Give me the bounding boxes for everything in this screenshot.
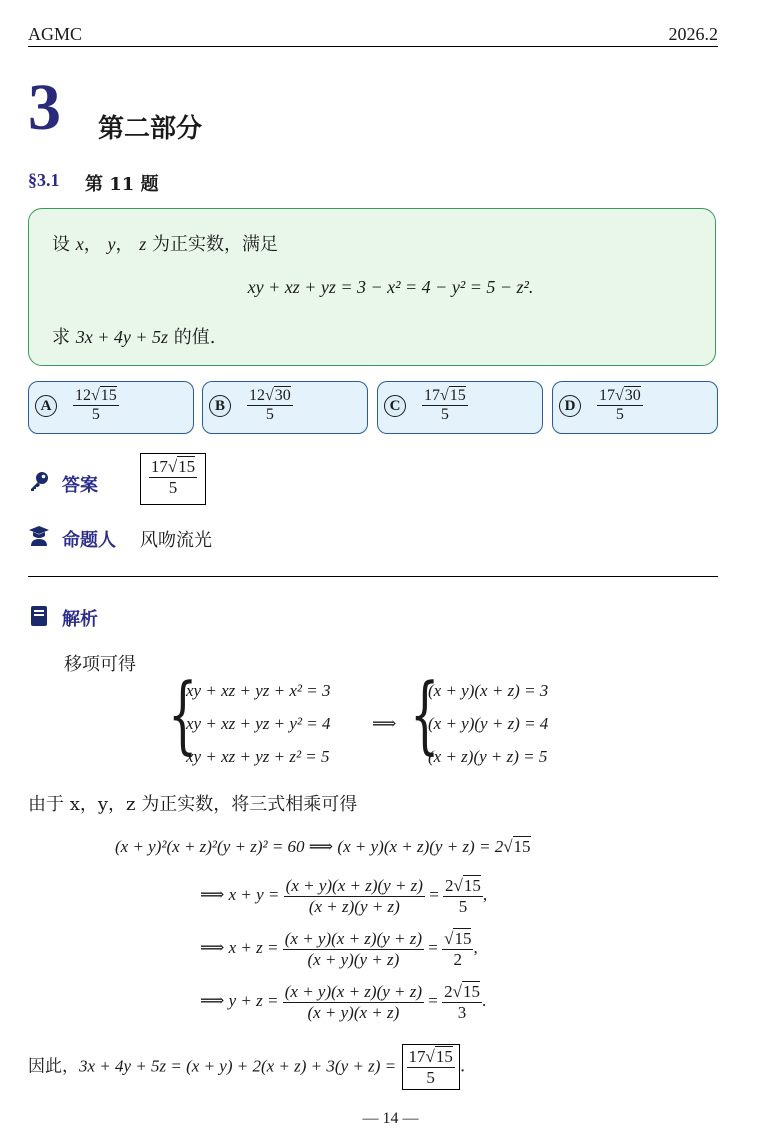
derive-1-coef: 2 bbox=[445, 876, 454, 895]
derive-1-num: (x + y)(x + z)(y + z) bbox=[285, 876, 423, 895]
section-number: §3.1 bbox=[28, 170, 60, 190]
answer-label: 答案 bbox=[62, 475, 98, 496]
system-right-3: (x + z)(y + z) = 5 bbox=[428, 747, 548, 766]
solution-label: 解析 bbox=[62, 609, 98, 630]
choice-c-value: $\frac{17√15}{5}$ bbox=[424, 387, 466, 424]
derive-1-rad: 15 bbox=[463, 876, 481, 895]
product-eq-text: (x + y)²(x + z)²(y + z)² = 60 ⟹ (x + y)(x + z)(y + z) = 2 bbox=[115, 837, 504, 856]
conclusion-expr: 3x + 4y + 5z = (x + y) + 2(x + z) + 3(y + z) = bbox=[79, 1056, 397, 1076]
derive-3-num: (x + y)(x + z)(y + z) bbox=[284, 982, 423, 1001]
header-left: AGMC bbox=[28, 24, 83, 44]
solution-step2: 由于 x，y，z 为正实数，将三式相乘可得 bbox=[28, 794, 358, 815]
solution-step1: 移项可得 bbox=[64, 654, 136, 675]
choice-d[interactable] bbox=[552, 381, 718, 434]
derive-3-frac bbox=[283, 982, 424, 1022]
ask-expr: 3x + 4y + 5z bbox=[75, 327, 169, 347]
problem-intro-prefix: 设 bbox=[52, 234, 70, 255]
derive-2-rden: 2 bbox=[453, 949, 463, 969]
choice-a-letter: A bbox=[35, 395, 57, 417]
derive-3-den: (x + y)(x + z) bbox=[307, 1002, 400, 1022]
choice-d-den: 5 bbox=[615, 406, 624, 424]
choice-b-rad: 30 bbox=[274, 387, 291, 404]
author-name: 风吻流光 bbox=[140, 530, 212, 551]
derive-2-result: $\frac{√15}{2}$ bbox=[444, 929, 472, 969]
answer-rad: 15 bbox=[178, 457, 196, 476]
derive-1-lhs: ⟹ x + y = bbox=[200, 884, 280, 904]
section-divider bbox=[28, 576, 718, 577]
right-brace: { bbox=[410, 665, 440, 763]
system-right-1: (x + y)(x + z) = 3 bbox=[428, 681, 549, 700]
choice-c[interactable] bbox=[377, 381, 543, 434]
choice-a-value: $\frac{12√15}{5}$ bbox=[75, 387, 117, 424]
system-left-3: xy + xz + yz + z² = 5 bbox=[186, 747, 330, 766]
derive-line-1: ⟹ x + y = $\frac{(x + y)(x + z)(y + z)}{(x + z)(y + z)}$ = $\frac{2√15}{5}$ , bbox=[200, 876, 488, 916]
choice-a-rad: 15 bbox=[100, 387, 117, 404]
derive-2-rad: 15 bbox=[454, 929, 472, 948]
problem-intro bbox=[52, 230, 278, 256]
choice-d-rad: 30 bbox=[624, 387, 641, 404]
var-x: x bbox=[75, 234, 84, 254]
choice-b-coef: 12 bbox=[249, 387, 265, 404]
choice-d-value: $\frac{17√30}{5}$ bbox=[599, 387, 641, 424]
choice-d-letter: D bbox=[559, 395, 581, 417]
chapter-number: 3 bbox=[28, 71, 61, 144]
conclusion-punct: . bbox=[459, 1056, 466, 1077]
derive-1-punct: , bbox=[482, 884, 488, 904]
system-left-1: xy + xz + yz + x² = 3 bbox=[186, 681, 331, 700]
derive-2-num: (x + y)(x + z)(y + z) bbox=[284, 929, 423, 948]
answer-coef: 17 bbox=[150, 457, 168, 476]
sep-2: ， bbox=[115, 234, 134, 255]
derive-3-punct: . bbox=[481, 990, 487, 1010]
problem-equation: xy + xz + yz = 3 − x² = 4 − y² = 5 − z². bbox=[247, 277, 534, 297]
derive-2-punct: , bbox=[473, 937, 478, 957]
derive-line-3: ⟹ y + z = $\frac{(x + y)(x + z)(y + z)}{(x + y)(x + z)}$ = $\frac{2√15}{3}$ . bbox=[200, 982, 487, 1022]
chapter-title: 第二部分 bbox=[98, 114, 203, 144]
ask-prefix: 求 bbox=[52, 327, 70, 348]
system-implies: ⟹ bbox=[372, 714, 397, 734]
answer-box bbox=[140, 453, 206, 505]
conclusion-den: 5 bbox=[426, 1067, 435, 1087]
derive-2-den: (x + y)(y + z) bbox=[307, 949, 400, 969]
author-label: 命题人 bbox=[62, 530, 116, 551]
derive-1-den: (x + z)(y + z) bbox=[308, 896, 400, 916]
derive-3-coef: 2 bbox=[444, 982, 453, 1001]
system-right-2: (x + y)(y + z) = 4 bbox=[428, 714, 549, 733]
derive-3-lhs: ⟹ y + z = bbox=[200, 990, 279, 1010]
product-equation: (x + y)²(x + z)²(y + z)² = 60 ⟹ (x + y)(x + z)(y + z) = 2√15 bbox=[115, 837, 531, 856]
ask-suffix: 的值. bbox=[173, 327, 216, 348]
sep-1: ， bbox=[83, 234, 102, 255]
var-z: z bbox=[139, 234, 147, 254]
header-right: 2026.2 bbox=[668, 24, 718, 44]
choice-a-coef: 12 bbox=[75, 387, 91, 404]
choice-c-rad: 15 bbox=[449, 387, 466, 404]
conclusion-line bbox=[28, 1044, 465, 1090]
book-icon bbox=[30, 605, 48, 631]
conclusion-rad: 15 bbox=[435, 1047, 453, 1066]
system-left-2: xy + xz + yz + y² = 4 bbox=[186, 714, 331, 733]
derive-3-rden: 3 bbox=[457, 1002, 467, 1022]
header-rule bbox=[28, 46, 718, 47]
left-brace: { bbox=[168, 665, 198, 763]
product-rad: 15 bbox=[513, 837, 531, 856]
choice-c-letter: C bbox=[384, 395, 406, 417]
choice-c-coef: 17 bbox=[424, 387, 440, 404]
choice-a-den: 5 bbox=[91, 406, 100, 424]
conclusion-answer-box bbox=[402, 1044, 460, 1090]
problem-intro-suffix: 为正实数，满足 bbox=[151, 234, 278, 255]
derive-line-2: ⟹ x + z = $\frac{(x + y)(x + z)(y + z)}{(x + y)(y + z)}$ = $\frac{√15}{2}$ , bbox=[200, 929, 478, 969]
conclusion-frac: $\frac{17√15}{5}$ bbox=[408, 1047, 453, 1087]
choice-b-letter: B bbox=[209, 395, 231, 417]
problem-ask bbox=[52, 323, 215, 349]
key-icon bbox=[28, 470, 50, 496]
conclusion-prefix: 因此， bbox=[28, 1056, 79, 1077]
graduate-icon bbox=[28, 525, 50, 551]
page-number: — 14 — bbox=[362, 1110, 419, 1127]
derive-1-result: $\frac{2√15}{5}$ bbox=[445, 876, 481, 916]
choice-c-den: 5 bbox=[440, 406, 449, 424]
choice-a[interactable] bbox=[28, 381, 194, 434]
answer-den: 5 bbox=[168, 477, 178, 497]
conclusion-coef: 17 bbox=[408, 1047, 426, 1066]
derive-3-result: $\frac{2√15}{3}$ bbox=[444, 982, 480, 1022]
answer-value: $\frac{17√15}{5}$ bbox=[150, 457, 196, 497]
derive-2-frac bbox=[283, 929, 424, 969]
choice-b-den: 5 bbox=[265, 406, 274, 424]
choice-d-coef: 17 bbox=[599, 387, 615, 404]
var-y: y bbox=[107, 234, 116, 254]
derive-2-lhs: ⟹ x + z = bbox=[200, 937, 279, 957]
derive-1-frac bbox=[284, 876, 425, 916]
choice-b[interactable] bbox=[202, 381, 368, 434]
derive-3-rad: 15 bbox=[462, 982, 480, 1001]
choice-b-value: $\frac{12√30}{5}$ bbox=[249, 387, 291, 424]
section-title: 第 11 题 bbox=[85, 174, 159, 195]
derive-1-rden: 5 bbox=[458, 896, 468, 916]
